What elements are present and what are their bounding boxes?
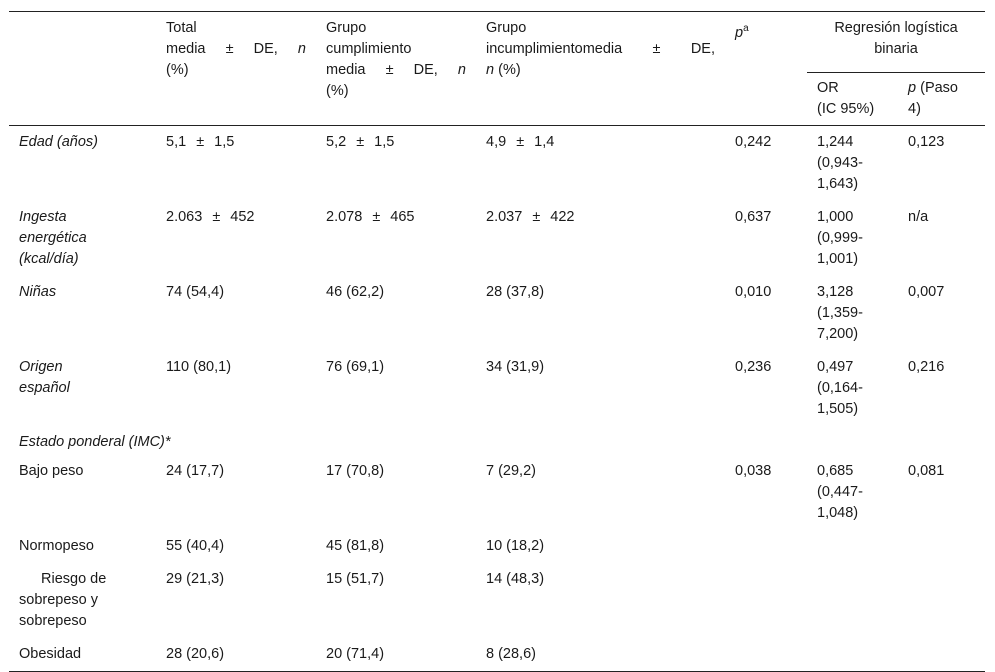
cell-total: 5,1 ± 1,5 (166, 134, 235, 150)
cell-incumplimiento: 4,9 ± 1,4 (486, 134, 555, 150)
cell-incumplimiento: 2.037 ± 422 (486, 209, 575, 225)
cell-p (725, 563, 807, 638)
cell-or: 1,244 (0,943- 1,643) (817, 134, 863, 192)
header-p-paso: p (Paso 4) (908, 80, 958, 117)
cell-p-paso (898, 638, 985, 672)
cell-total: 2.063 ± 452 (166, 209, 255, 225)
row-label: Bajo peso (19, 463, 84, 479)
cell-cumplimiento: 45 (81,8) (326, 538, 385, 554)
cell-p (725, 638, 807, 672)
cell-or: 0,685 (0,447- 1,048) (817, 463, 863, 521)
row-label: Riesgo de sobrepeso y sobrepeso (19, 571, 107, 629)
table-row (9, 201, 985, 276)
cell-p-paso (898, 530, 985, 563)
cell-p-paso (898, 563, 985, 638)
cell-incumplimiento: 28 (37,8) (486, 284, 545, 300)
header-total: Total media ± DE, n (%) (166, 20, 306, 78)
cell-p-paso: n/a (908, 209, 929, 225)
table-row (9, 530, 985, 563)
table-row (9, 351, 985, 426)
cell-p: 0,637 (735, 209, 772, 225)
cell-cumplimiento: 76 (69,1) (326, 359, 385, 375)
cell-p-paso: 0,007 (908, 284, 945, 300)
cell-p: 0,242 (735, 134, 772, 150)
table-row (9, 126, 985, 202)
cell-cumplimiento: 17 (70,8) (326, 463, 385, 479)
cell-or (807, 530, 898, 563)
cell-cumplimiento: 46 (62,2) (326, 284, 385, 300)
results-table (9, 11, 985, 672)
cell-p: 0,038 (735, 463, 772, 479)
table-row (9, 276, 985, 351)
cell-or: 0,497 (0,164- 1,505) (817, 359, 863, 417)
cell-or: 1,000 (0,999- 1,001) (817, 209, 863, 267)
cell-cumplimiento: 2.078 ± 465 (326, 209, 415, 225)
cell-p-paso: 0,081 (908, 463, 945, 479)
header-p: $p^a$ (735, 23, 749, 41)
cell-p: 0,010 (735, 284, 772, 300)
cell-total: 29 (21,3) (166, 571, 225, 587)
section-label: Estado ponderal (IMC)* (19, 434, 171, 450)
cell-p-paso: 0,123 (908, 134, 945, 150)
row-label: Ingesta energética (kcal/día) (19, 209, 87, 267)
cell-cumplimiento: 5,2 ± 1,5 (326, 134, 395, 150)
cell-total: 28 (20,6) (166, 646, 225, 662)
cell-total: 24 (17,7) (166, 463, 225, 479)
cell-cumplimiento: 20 (71,4) (326, 646, 385, 662)
cell-incumplimiento: 10 (18,2) (486, 538, 545, 554)
cell-total: 110 (80,1) (166, 359, 232, 375)
table-row (9, 563, 985, 638)
header-regresion: Regresión logística binaria (807, 12, 985, 73)
cell-total: 74 (54,4) (166, 284, 225, 300)
table-row (9, 638, 985, 672)
cell-incumplimiento: 34 (31,9) (486, 359, 545, 375)
row-label: Niñas (19, 284, 57, 300)
row-label: Edad (años) (19, 134, 98, 150)
cell-incumplimiento: 7 (29,2) (486, 463, 536, 479)
row-label: Obesidad (19, 646, 82, 662)
header-incumplimiento: Grupo incumplimientomedia ± DE, n (%) (486, 20, 715, 78)
cell-incumplimiento: 8 (28,6) (486, 646, 536, 662)
cell-p (725, 530, 807, 563)
cell-total: 55 (40,4) (166, 538, 225, 554)
header-cumplimiento: Grupo cumplimiento media ± DE, n (%) (326, 20, 466, 99)
row-label: Origen español (19, 359, 70, 396)
row-label: Normopeso (19, 538, 94, 554)
header-empty (9, 12, 156, 126)
table-row (9, 455, 985, 530)
cell-cumplimiento: 15 (51,7) (326, 571, 385, 587)
cell-incumplimiento: 14 (48,3) (486, 571, 545, 587)
cell-or (807, 563, 898, 638)
section-row (9, 426, 985, 455)
header-or: OR (IC 95%) (817, 80, 875, 117)
cell-p-paso: 0,216 (908, 359, 945, 375)
cell-or (807, 638, 898, 672)
cell-or: 3,128 (1,359- 7,200) (817, 284, 863, 342)
cell-p: 0,236 (735, 359, 772, 375)
